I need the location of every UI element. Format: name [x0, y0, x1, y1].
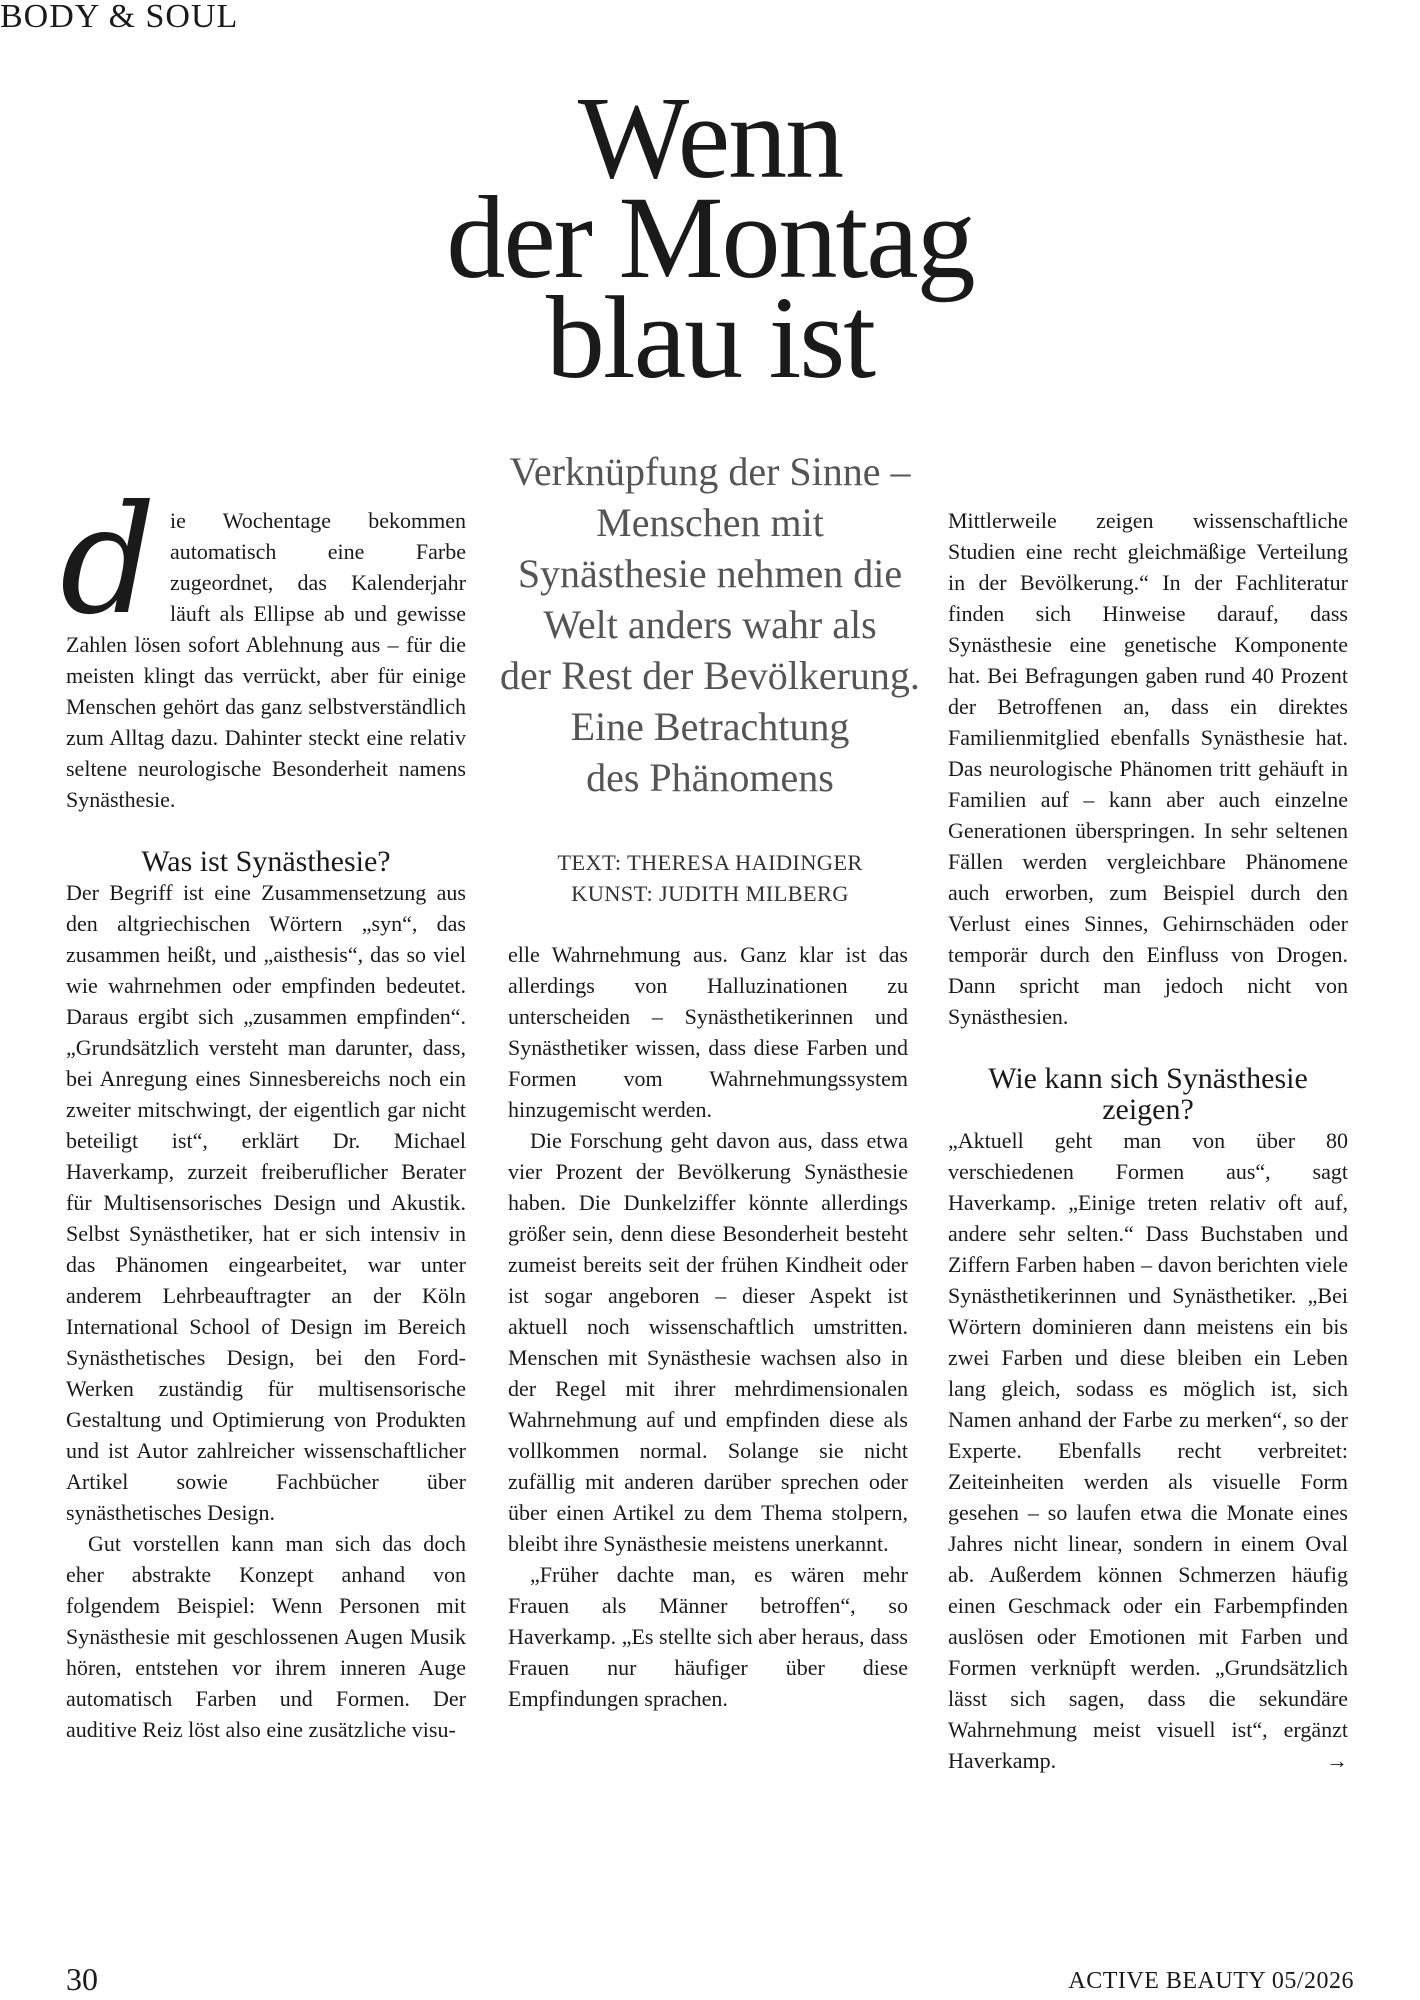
spacer: [66, 815, 466, 846]
author-credit: TEXT: THERESA HAIDINGER: [557, 850, 863, 875]
body-paragraph: Gut vorstellen kann man sich das doch eher abstrakte Konzept anhand von folgendem Beispiel: Wenn Personen mit Synästhesie mit geschlossenen Augen Musik hören, entstehen vor ihrem inneren Auge automatisch Farben und Formen. Der auditive Reiz löst also eine zusätzliche visu-: [66, 1531, 466, 1742]
body-paragraph: Der Begriff ist eine Zusammensetzung aus den altgriechischen Wörtern „syn“, das zusammen heißt, und „aisthesis“, das so viel wie wahrnehmen oder empfinden bedeutet. Daraus ergibt sich „zusammen empfinden“. „Grundsätzlich versteht man darunter, dass, bei Anregung eines Sinnesbereichs noch ein zweiter mitschwingt, der eigentlich gar nicht beteiligt ist“, erklärt Dr. Michael Haverkamp, zurzeit freiberuflicher Berater für Multisensorisches Design und Akustik. Selbst Synästhetiker, hat er sich intensiv in das Phänomen eingearbeitet, war unter anderem Lehrbeauftragter an der Köln International School of Design im Bereich Synästhetisches Design, bei den Ford-Werken zuständig für multisensorische Gestaltung und Optimierung von Produkten und ist Autor zahlreicher wissenschaftlicher Artikel sowie Fachbücher über synästhetisches Design.: [66, 880, 466, 1525]
headline-line: blau ist: [545, 272, 875, 403]
subhead-line: Verknüpfung der Sinne –: [509, 449, 911, 494]
headline-line: der Montag: [446, 172, 974, 303]
subhead-line: Synästhesie nehmen die: [517, 551, 903, 596]
section-label: BODY & SOUL: [0, 0, 239, 35]
subheadline: [488, 446, 932, 803]
body-text: „Aktuell geht man von über 80 verschiedenen Formen aus“, sagt Haverkamp. „Einige treten relativ oft auf, andere sehr selten.“ Dass Buchstaben und Ziffern Farben haben – davon berichten viele Synästhetikerinnen und Synästhetiker. „Bei Wörtern dominieren dann meistens ein bis zwei Farben und diese bleiben ein Leben lang gleich, sodass es möglich ist, sich Namen anhand der Farbe zu merken“, so der Experte. Ebenfalls recht verbreitet: Zeiteinheiten werden als visuelle Form gesehen – so laufen etwa die Monate eines Jahres nicht linear, sondern in einem Oval ab. Außerdem können Schmerzen häufig einen Geschmack oder ein Farbempfinden auslösen oder Emotionen mit Farben und Formen verknüpft werden. „Grundsätzlich lässt sich sagen, dass die sekundäre Wahrnehmung meist visuell ist“, ergänzt Haverkamp.: [948, 1128, 1348, 1773]
subhead-line: Menschen mit: [596, 500, 824, 545]
body-paragraph: Mittlerweile zeigen wissenschaftliche Studien eine recht gleichmäßige Verteilung in der Bevölkerung.“ In der Fachliteratur finden sich Hinweise darauf, dass Synästhesie eine genetische Komponente hat. Bei Befragungen gaben rund 40 Prozent der Betroffenen an, dass ein direktes Familienmitglied ebenfalls Synästhesie hat. Das neurologische Phänomen tritt gehäuft in Familien auf – kann aber auch einzelne Generationen überspringen. In sehr seltenen Fällen werden vergleichbare Phänomene auch erworben, zum Beispiel durch den Verlust eines Sinnes, Gehirnschäden oder temporär durch den Einfluss von Drogen. Dann spricht man jedoch nicht von Synästhesien.: [948, 508, 1348, 1029]
credits: [488, 847, 932, 909]
subhead-line: Welt anders wahr als: [543, 602, 877, 647]
subhead-line: der Rest der Bevölkerung.: [500, 653, 920, 698]
section-heading: Wie kann sich Synästhesie zeigen?: [988, 1062, 1308, 1126]
body-paragraph: Die Forschung geht davon aus, dass etwa vier Prozent der Bevölkerung Synästhesie haben. Die Dunkelziffer könnte allerdings größer sein, denn diese Besonderheit besteht zumeist bereits seit der frühen Kindheit oder ist sogar angeboren – dieser Aspekt ist aktuell noch wissenschaftlich umstritten. Menschen mit Synästhesie wachsen also in der Regel mit ihrer mehrdimensionalen Wahrnehmung auf und empfinden diese als vollkommen normal. Solange sie nicht zufällig mit anderen darüber sprechen oder über einen Artikel zu dem Thema stolpern, bleibt ihre Synästhesie meistens unerkannt.: [508, 1128, 908, 1556]
body-paragraph: „Früher dachte man, es wären mehr Frauen als Männer betroffen“, so Haverkamp. „Es stellte sich aber heraus, dass Frauen nur häufiger über diese Empfindungen sprachen.: [508, 1562, 908, 1711]
drop-cap: d: [60, 474, 157, 648]
body-paragraph: elle Wahrnehmung aus. Ganz klar ist das allerdings von Halluzinationen zu unterscheiden – Synästhetikerinnen und Synästhetiker wissen, dass diese Farben und Formen vom Wahrnehmungssystem hinzugemischt werden.: [508, 942, 908, 1122]
spacer: [948, 1032, 1348, 1063]
article-column-3: [948, 505, 1348, 1776]
body-paragraph: [948, 1125, 1348, 1776]
section-heading: Was ist Synästhesie?: [141, 845, 391, 878]
continue-arrow-icon: →: [1326, 1748, 1348, 1773]
headline: [330, 72, 1090, 403]
headline-line: Wenn: [577, 72, 843, 203]
intro-paragraph: ie Wochentage bekommen automatisch eine Farbe zugeordnet, das Kalenderjahr läuft als Ellipse ab und gewisse Zahlen lösen sofort Ablehnung aus – für die meisten klingt das verrückt, aber für einige Menschen gehört das ganz selbstverständlich zum Alltag dazu. Dahinter steckt eine relativ seltene neurologische Besonderheit namens Synästhesie.: [66, 508, 466, 812]
subhead-line: des Phänomens: [586, 755, 834, 800]
article-column-2: [508, 939, 908, 1714]
issue-label: ACTIVE BEAUTY 05/2026: [1068, 1968, 1354, 1994]
subhead-line: Eine Betrachtung: [570, 704, 850, 749]
artist-credit: KUNST: JUDITH MILBERG: [571, 881, 849, 906]
page-number: 30: [66, 1961, 98, 1997]
article-column-1: [60, 474, 466, 1745]
